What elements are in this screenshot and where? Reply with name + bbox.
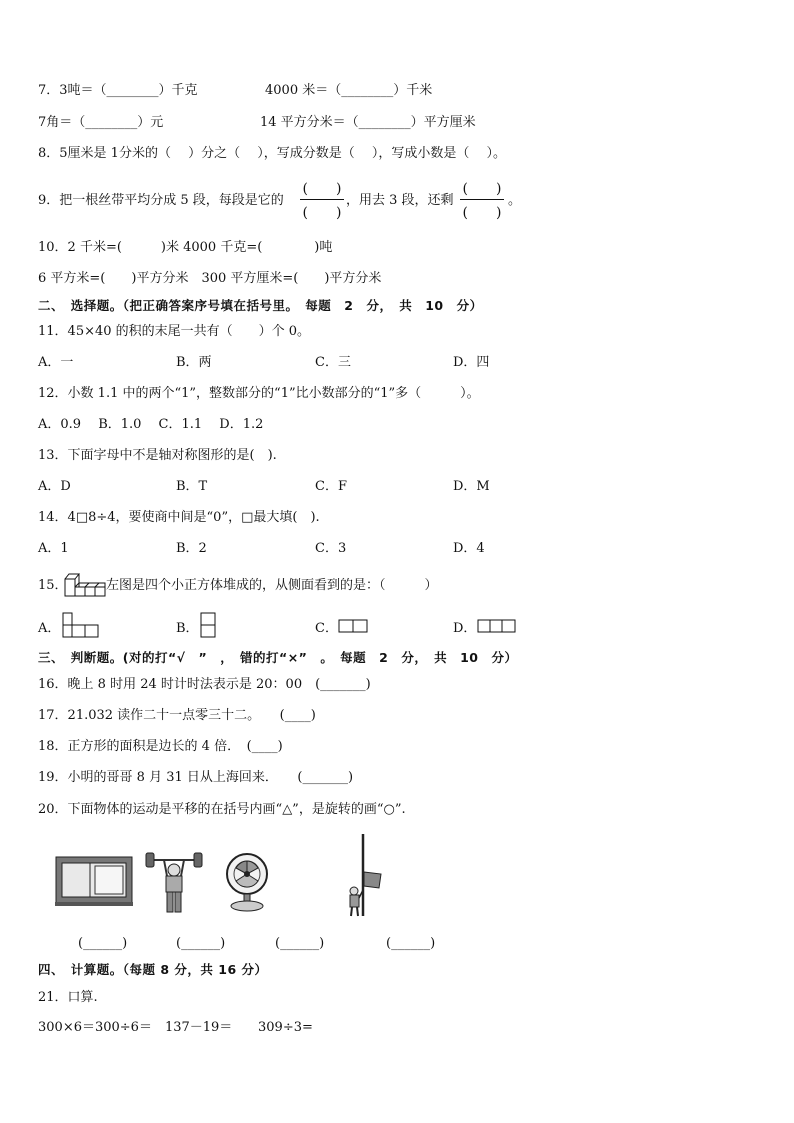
weightlifter-picture — [145, 850, 203, 914]
q15-option-a-figure — [62, 612, 99, 638]
q10-line1: 10．2 千米=( )米 4000 千克=( )吨 — [38, 240, 333, 255]
q7-line1a: 7．3吨＝（________）千克 — [38, 83, 198, 98]
q11-option-c: C．三 — [315, 355, 351, 370]
section-3-heading: 三、 判断题。(对的打“√ ” ， 错的打“×” 。 每题 2 分， 共 10 分） — [38, 650, 518, 665]
section-2-heading: 二、 选择题。（把正确答案序号填在括号里。 每题 2 分， 共 10 分） — [38, 298, 483, 313]
q20-blank-1[interactable]: (______) — [78, 936, 128, 951]
q21-item-2: 309÷3= — [258, 1020, 313, 1035]
q14-option-c: C．3 — [315, 541, 347, 556]
q13-option-b: B．T — [176, 479, 208, 494]
fraction-bar — [300, 199, 344, 200]
q15-stem: 左图是四个小正方体堆成的，从侧面看到的是：（ ） — [106, 578, 438, 593]
q15-option-d-figure — [477, 619, 516, 633]
q8-text: 8．5厘米是 1分米的（ ）分之（ ），写成分数是（ ），写成小数是（ ）。 — [38, 146, 506, 161]
window-picture — [55, 856, 133, 906]
q11-option-b: B．两 — [176, 355, 212, 370]
q20-blank-2[interactable]: (______) — [176, 936, 226, 951]
fraction-denominator: ( ) — [462, 205, 502, 221]
q7-line1b: 4000 米＝（________）千米 — [265, 83, 433, 98]
q15-number: 15． — [38, 578, 68, 593]
flag-picture — [343, 832, 383, 918]
q15-cube-stack-figure — [64, 571, 106, 597]
q10-line2: 6 平方米=( )平方分米 300 平方厘米=( )平方分米 — [38, 271, 382, 286]
q15-option-b-figure — [200, 612, 216, 638]
fraction-denominator: ( ) — [302, 205, 342, 221]
fraction-numerator: ( ) — [302, 181, 342, 197]
q13-option-c: C．F — [315, 479, 347, 494]
q11-option-d: D．四 — [453, 355, 490, 370]
q20-blank-4[interactable]: (______) — [386, 936, 436, 951]
q15-option-d: D． — [453, 621, 477, 636]
q9-part1: 9．把一根丝带平均分成 5 段，每段是它的 — [38, 193, 284, 208]
q14-option-b: B．2 — [176, 541, 207, 556]
q21-item-1: 300×6＝300÷6＝ 137－19＝ — [38, 1020, 233, 1035]
q13-option-a: A．D — [38, 479, 71, 494]
q18-text: 18．正方形的面积是边长的 4 倍． (____) — [38, 739, 283, 754]
fraction-bar — [460, 199, 504, 200]
q20-blank-3[interactable]: (______) — [275, 936, 325, 951]
q15-option-c-figure — [338, 619, 368, 633]
q19-text: 19．小明的哥哥 8 月 31 日从上海回来． (_______) — [38, 770, 354, 785]
q9-fraction-2 — [458, 178, 506, 222]
q12-stem: 12．小数 1.1 中的两个“1”，整数部分的“1”比小数部分的“1”多（ ）。 — [38, 386, 480, 401]
q11-option-a: A．一 — [38, 355, 74, 370]
q14-option-d: D．4 — [453, 541, 485, 556]
q15-option-a: A． — [38, 621, 61, 636]
q14-option-a: A．1 — [38, 541, 69, 556]
q12-options: A．0.9 B．1.0 C．1.1 D．1.2 — [38, 417, 264, 432]
q15-option-b: B． — [176, 621, 199, 636]
q9-part2: ，用去 3 段，还剩 — [346, 193, 454, 208]
q16-text: 16．晚上 8 时用 24 时计时法表示是 20：00 (_______) — [38, 677, 371, 692]
q15-option-c: C． — [315, 621, 338, 636]
fraction-numerator: ( ) — [462, 181, 502, 197]
q7-line2a: 7角＝（________）元 — [38, 115, 164, 130]
q13-stem: 13．下面字母中不是轴对称图形的是( ). — [38, 448, 277, 463]
q14-stem: 14．4□8÷4，要使商中间是“0”，□最大填( ). — [38, 510, 320, 525]
fan-picture — [223, 852, 271, 912]
q20-stem: 20．下面物体的运动是平移的在括号内画“△”，是旋转的画“○”. — [38, 802, 406, 817]
q21-title: 21．口算. — [38, 990, 98, 1005]
section-4-heading: 四、 计算题。（每题 8 分，共 16 分） — [38, 962, 268, 977]
q9-fraction-1 — [298, 178, 346, 222]
q13-option-d: D．M — [453, 479, 490, 494]
q9-part3: 。 — [508, 193, 522, 208]
q17-text: 17．21.032 读作二十一点零三十二。 (____) — [38, 708, 316, 723]
q7-line2b: 14 平方分米＝（________）平方厘米 — [260, 115, 476, 130]
q11-stem: 11．45×40 的积的末尾一共有（ ）个 0。 — [38, 324, 311, 339]
